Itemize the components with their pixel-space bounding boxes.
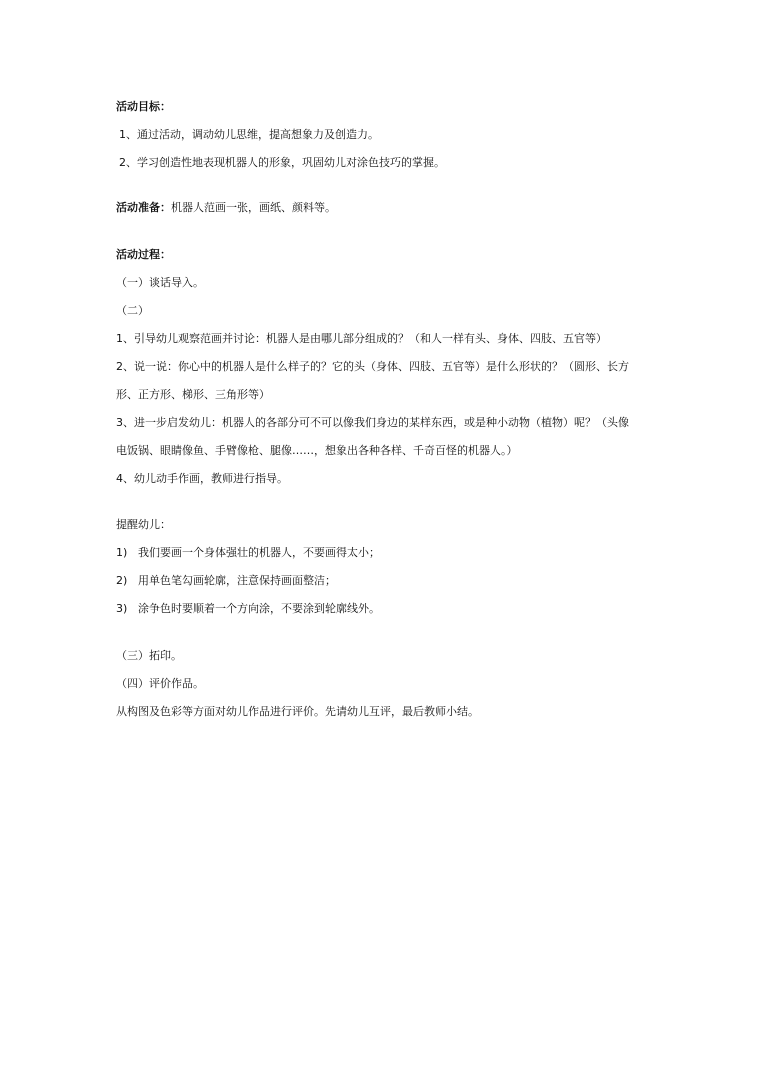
process-part-4: （四）评价作品。: [116, 677, 204, 690]
preparation-text: 机器人范画一张，画纸、颜料等。: [171, 201, 336, 214]
process-step-3-cont: 电饭锅、眼睛像鱼、手臂像枪、腿像……，想象出各种各样、千奇百怪的机器人。）: [116, 444, 518, 457]
reminder-number: 1): [116, 546, 128, 559]
process-step-3: 3、进一步启发幼儿：机器人的各部分可不可以像我们身边的某样东西，或是种小动物（植物）呢？（头像: [116, 416, 629, 429]
reminder-number: 3): [116, 602, 128, 615]
reminder-text: 涂争色时要顺着一个方向涂，不要涂到轮廓线外。: [138, 602, 380, 615]
process-step-4: 4、幼儿动手作画，教师进行指导。: [116, 472, 288, 485]
process-step-2-cont: 形、正方形、梯形、三角形等）: [116, 388, 270, 401]
process-step-1: 1、引导幼儿观察范画并讨论：机器人是由哪儿部分组成的？（和人一样有头、身体、四肢、五官等）: [116, 332, 607, 345]
reminder-text: 我们要画一个身体强壮的机器人，不要画得太小；: [138, 546, 380, 559]
reminder-number: 2): [116, 574, 128, 587]
goal-item-1: 1、通过活动，调动幼儿思维，提高想象力及创造力。: [119, 128, 379, 141]
process-part-2: （二）: [116, 304, 149, 317]
reminder-item: [116, 602, 380, 616]
goals-heading: 活动目标：: [116, 100, 171, 113]
preparation-heading: 活动准备：: [116, 201, 171, 214]
reminder-item: [116, 574, 336, 588]
process-part-1: （一）谈话导入。: [116, 276, 204, 289]
reminder-heading: 提醒幼儿：: [116, 518, 171, 531]
reminder-text: 用单色笔勾画轮廓，注意保持画面整洁；: [138, 574, 336, 587]
process-step-2: 2、说一说：你心中的机器人是什么样子的？它的头（身体、四肢、五官等）是什么形状的？（圆形、长方: [116, 360, 629, 373]
process-part-3: （三）拓印。: [116, 649, 182, 662]
reminder-item: [116, 546, 380, 560]
preparation-paragraph: [116, 201, 336, 215]
evaluation-summary: 从构图及色彩等方面对幼儿作品进行评价。先请幼儿互评，最后教师小结。: [116, 705, 479, 718]
process-heading: 活动过程：: [116, 248, 171, 261]
goal-item-2: 2、学习创造性地表现机器人的形象，巩固幼儿对涂色技巧的掌握。: [119, 156, 445, 169]
